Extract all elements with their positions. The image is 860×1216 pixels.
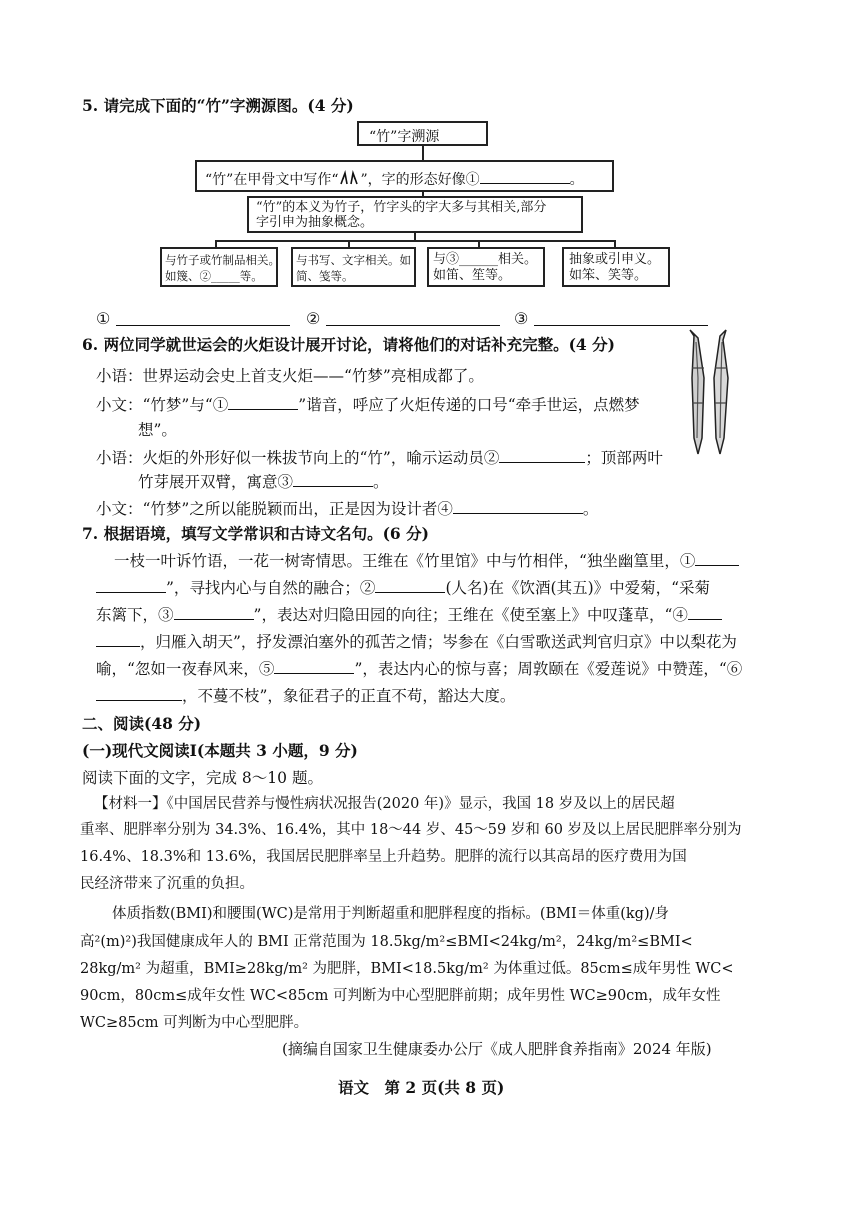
blank-q6-1[interactable]: [228, 395, 298, 410]
page-footer: 语文 第 2 页(共 8 页): [338, 1078, 505, 1097]
dialogue-line-3: [96, 446, 663, 468]
dialogue-line-3-cont: [138, 470, 389, 492]
q7-line-5: [96, 657, 742, 679]
material-1-line-3: 16.4%、18.3%和 13.6%，我国居民肥胖率呈上升趋势。肥胖的流行以其高昂的医疗费用为国: [80, 849, 687, 865]
blank-q7-4a[interactable]: [688, 605, 722, 620]
q7-2a: ”，寻找内心与自然的融合；②: [166, 579, 376, 597]
leaf3-line2: 如笛、笙等。: [433, 268, 512, 283]
blank-q7-6[interactable]: [96, 686, 182, 701]
leaf2-line1: 与书写、文字相关。如: [296, 253, 411, 267]
answer-label-2: ②: [306, 309, 321, 328]
answer-label-3: ③: [514, 309, 529, 328]
dialogue-2a: 小文：“竹梦”与“①: [96, 396, 229, 414]
blank-q7-3[interactable]: [174, 605, 254, 620]
q7-3b: ”，表达对归隐田园的向往；王维在《使至塞上》中叹蓬草，“④: [253, 606, 688, 624]
material-2-line-5: WC≥85cm 可判断为中心型肥胖。: [80, 1015, 309, 1031]
section-title: 二、阅读(48 分): [82, 714, 202, 733]
q7-line-4: [96, 630, 737, 652]
leaf1-line1: 与竹子或竹制品相关。: [165, 253, 280, 267]
blank-q6-4[interactable]: [453, 499, 583, 514]
oracle-line: [205, 169, 584, 189]
q6-title: 6. 两位同学就世运会的火炬设计展开讨论，请将他们的对话补充完整。(4 分): [82, 335, 615, 354]
torch-image: [680, 328, 740, 458]
blank-q7-5[interactable]: [274, 659, 354, 674]
q7-3a: 东篱下，③: [96, 606, 174, 624]
dialogue-3b: ；顶部两叶: [585, 449, 663, 467]
diagram-top-label: “竹”字溯源: [369, 129, 440, 145]
material-1-line-4: 民经济带来了沉重的负担。: [80, 876, 254, 892]
oracle-prefix: “竹”在甲骨文中写作“: [205, 172, 339, 188]
dialogue-4a: 小文：“竹梦”之所以能脱颖而出，正是因为设计者④: [96, 500, 453, 518]
dialogue-3a: 小语：火炬的外形好似一株拔节向上的“竹”，喻示运动员②: [96, 449, 500, 467]
material-2-line-1: 体质指数(BMI)和腰围(WC)是常用于判断超重和肥胖程度的指标。(BMI＝体重(kg)/身: [112, 906, 670, 922]
dialogue-line-2: [96, 393, 640, 415]
oracle-end: 。: [569, 172, 584, 188]
answer-label-1: ①: [96, 309, 111, 328]
subsection-title: (一)现代文阅读Ⅰ(本题共 3 小题，9 分): [82, 741, 358, 760]
blank-q7-1a[interactable]: [695, 551, 739, 566]
q7-title: 7. 根据语境，填写文学常识和古诗文名句。(6 分): [82, 524, 429, 543]
q7-line-1: [114, 549, 739, 571]
q7-line-2: [96, 576, 710, 598]
blank-q6-3[interactable]: [293, 472, 373, 487]
diagram-leaf-bamboo: [160, 247, 278, 287]
oracle-suffix: ”，字的形态好像①: [360, 172, 480, 188]
diagram-oracle-box: [195, 160, 614, 192]
leaf4-line1: 抽象或引申义。: [569, 252, 661, 267]
leaf4-line2: 如笨、笑等。: [569, 268, 648, 283]
source-citation: (摘编自国家卫生健康委办公厅《成人肥胖食养指南》2024 年版): [282, 1040, 712, 1058]
leaf2-line2: 简、笺等。: [296, 269, 354, 283]
answer-line-3[interactable]: [534, 325, 708, 326]
blank-q6-2[interactable]: [499, 448, 585, 463]
meaning-line-1: “竹”的本义为竹子，竹字头的字大多与其相关,部分: [256, 200, 547, 215]
q7-line-3: [96, 603, 722, 625]
q7-4a: ，归雁入胡天”，抒发漂泊塞外的孤苦之情；岑参在《白雪歌送武判官归京》中以梨花为: [140, 633, 737, 651]
diagram-meaning-box: [247, 196, 583, 233]
material-1-line-2: 重率、肥胖率分别为 34.3%、16.4%，其中 18～44 岁、45～59 岁和 60 岁及以上居民肥胖率分别为: [80, 822, 742, 838]
dialogue-line-4: [96, 497, 598, 519]
blank-q7-4b[interactable]: [96, 632, 140, 647]
q7-1a: 一枝一叶诉竹语，一花一树寄情思。王维在《竹里馆》中与竹相伴，“独坐幽篁里，①: [114, 552, 696, 570]
blank-1[interactable]: [480, 169, 570, 184]
diagram-leaf-music: [427, 247, 545, 287]
dialogue-3d: 。: [373, 473, 389, 491]
oracle-bone-bamboo-glyph: [338, 170, 360, 186]
blank-q7-1b[interactable]: [96, 578, 166, 593]
diagram-leaf-abstract: [562, 247, 670, 287]
diagram-connector: [422, 146, 424, 161]
diagram-branch-line: [215, 240, 615, 242]
material-2-line-2: 高²(m)²)我国健康成年人的 BMI 正常范围为 18.5kg/m²≤BMI<24kg/m²，24kg/m²≤BMI<: [80, 934, 693, 950]
answer-line-2[interactable]: [326, 325, 500, 326]
q7-line-6: [96, 684, 515, 706]
meaning-line-2: 字引申为抽象概念。: [256, 215, 374, 230]
q7-6a: ，不蔓不枝”，象征君子的正直不苟，豁达大度。: [182, 687, 516, 705]
dialogue-2c: 想”。: [138, 421, 177, 439]
dialogue-4b: 。: [582, 500, 599, 518]
material-2-line-3: 28kg/m² 为超重，BMI≥28kg/m² 为肥胖，BMI<18.5kg/m² 为体重过低。85cm≤成年男性 WC<: [80, 961, 734, 977]
answer-line-1[interactable]: [116, 325, 290, 326]
dialogue-3c: 竹芽展开双臂，寓意③: [138, 473, 294, 491]
q7-5a: 喻，“忽如一夜春风来，⑤: [96, 660, 275, 678]
dialogue-line-1: 小语：世界运动会史上首支火炬——“竹梦”亮相成都了。: [96, 367, 484, 385]
material-1-line-1: 【材料一】《中国居民营养与慢性病状况报告(2020 年)》显示，我国 18 岁及以上的居民超: [94, 796, 675, 812]
q7-5b: ”，表达内心的惊与喜；周敦颐在《爱莲说》中赞莲，“⑥: [354, 660, 743, 678]
blank-q7-2[interactable]: [375, 578, 445, 593]
diagram-leaf-writing: [291, 247, 416, 287]
reading-instruction: 阅读下面的文字，完成 8～10 题。: [82, 769, 323, 787]
diagram-top-box: [357, 121, 488, 146]
leaf3-line1: 与③______相关。: [433, 252, 538, 267]
dialogue-2b: ”谐音，呼应了火炬传递的口号“牵手世运，点燃梦: [298, 396, 640, 414]
q5-title: 5. 请完成下面的“竹”字溯源图。(4 分): [82, 96, 354, 115]
material-2-line-4: 90cm，80cm≤成年女性 WC<85cm 可判断为中心型肥胖前期；成年男性 WC≥90cm，成年女性: [80, 988, 721, 1004]
leaf1-line2: 如篾、②_____等。: [165, 269, 263, 283]
q7-2b: (人名)在《饮酒(其五)》中爱菊，“采菊: [445, 579, 711, 597]
